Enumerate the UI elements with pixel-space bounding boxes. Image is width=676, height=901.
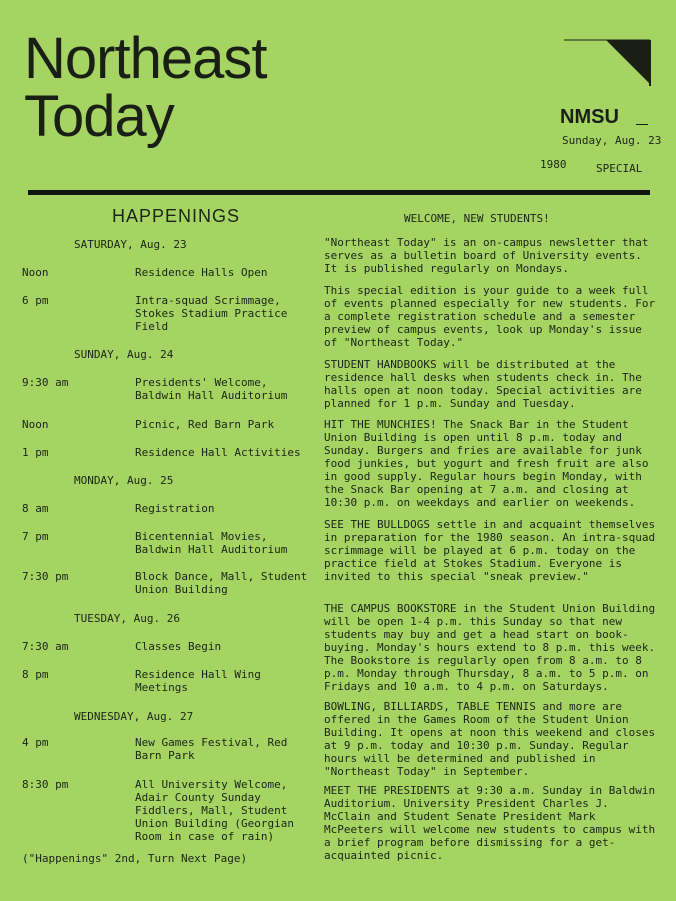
event-desc: Residence Hall Wing Meetings [135, 668, 261, 694]
welcome-paragraph: This special edition is your guide to a week full of events planned especially for new students. For a complete registration schedule and a semester preview of campus events, look up Monday's issue of "Northeast Today." [324, 284, 656, 349]
event-time: 7:30 am [22, 640, 69, 653]
event-desc: Registration [135, 502, 215, 515]
day-label: MONDAY, Aug. 25 [74, 474, 174, 487]
event-desc: Bicentennial Movies, Baldwin Hall Auditorium [135, 530, 288, 556]
event-time: Noon [22, 418, 49, 431]
welcome-paragraph: MEET THE PRESIDENTS at 9:30 a.m. Sunday in Baldwin Auditorium. University President Charles J. McClain and Student Senate President Mark McPeeters will welcome new students to campus with a brief program before dismissing for a get-acquainted picnic. [324, 784, 656, 862]
masthead-title-line1: Northeast [24, 26, 267, 91]
event-desc: All University Welcome, Adair County Sunday Fiddlers, Mall, Student Union Building (Georgian Room in case of rain) [135, 778, 294, 843]
event-time: 6 pm [22, 294, 49, 307]
welcome-paragraph: STUDENT HANDBOOKS will be distributed at the residence hall desks when students check in. The halls open at noon today. Special activities are planned for 1 p.m. Sunday and Tuesday. [324, 358, 642, 410]
event-time: 9:30 am [22, 376, 69, 389]
event-time: 8:30 pm [22, 778, 69, 791]
event-time: 1 pm [22, 446, 49, 459]
org-rule [636, 124, 648, 125]
welcome-paragraph: THE CAMPUS BOOKSTORE in the Student Union Building will be open 1-4 p.m. this Sunday so that new students may buy and get a head start on book-buying. Monday's hours extend to 8 p.m. this week. The Bookstore is regularly open from 8 a.m. to 8 p.m. Monday through Thursday, 8 a.m. to 5 p.m. on Fridays and 10 a.m. to 4 p.m. on Saturdays. [324, 602, 656, 693]
masthead-title-line2: Today [24, 84, 174, 149]
welcome-paragraph: HIT THE MUNCHIES! The Snack Bar in the Student Union Building is open until 8 p.m. today and Sunday. Burgers and fries are available for junk food junkies, but yogurt and fresh fruit are also in good supply. Regular hours begin Monday, with the Snack Bar opening at 7 a.m. and closing at 10:30 p.m. on weekdays and earlier on weekends. [324, 418, 649, 509]
masthead-rule [28, 190, 650, 195]
day-label: SUNDAY, Aug. 24 [74, 348, 174, 361]
event-time: Noon [22, 266, 49, 279]
welcome-heading: WELCOME, NEW STUDENTS! [404, 212, 550, 225]
event-desc: New Games Festival, Red Barn Park [135, 736, 288, 762]
issue-date: Sunday, Aug. 23 [562, 134, 662, 147]
event-time: 7 pm [22, 530, 49, 543]
day-label: WEDNESDAY, Aug. 27 [74, 710, 194, 723]
org-name: NMSU [560, 106, 619, 128]
event-time: 4 pm [22, 736, 49, 749]
event-desc: Residence Halls Open [135, 266, 268, 279]
event-time: 8 pm [22, 668, 49, 681]
event-desc: Intra-squad Scrimmage, Stokes Stadium Practice Field [135, 294, 288, 333]
corner-triangle-logo-icon [562, 38, 652, 88]
event-desc: Classes Begin [135, 640, 222, 653]
welcome-paragraph: BOWLING, BILLIARDS, TABLE TENNIS and more are offered in the Games Room of the Student Union Building. It opens at noon this weekend and closes at 9 p.m. today and 10:30 p.m. Sunday. Regular hours will be determined and published in "Northeast Today" in September. [324, 700, 656, 778]
day-label: SATURDAY, Aug. 23 [74, 238, 187, 251]
event-desc: Block Dance, Mall, Student Union Building [135, 570, 308, 596]
day-label: TUESDAY, Aug. 26 [74, 612, 180, 625]
event-time: 7:30 pm [22, 570, 69, 583]
masthead-title [24, 26, 267, 149]
welcome-paragraph: "Northeast Today" is an on-campus newsletter that serves as a bulletin board of University events. It is published regularly on Mondays. [324, 236, 649, 275]
event-desc: Residence Hall Activities [135, 446, 301, 459]
issue-year: 1980 [540, 158, 567, 171]
event-desc: Picnic, Red Barn Park [135, 418, 275, 431]
continued-note: ("Happenings" 2nd, Turn Next Page) [22, 852, 248, 865]
event-desc: Presidents' Welcome, Baldwin Hall Auditorium [135, 376, 288, 402]
edition-label: SPECIAL [596, 162, 643, 175]
event-time: 8 am [22, 502, 49, 515]
happenings-heading: HAPPENINGS [112, 206, 241, 226]
welcome-paragraph: SEE THE BULLDOGS settle in and acquaint themselves in preparation for the 1980 season. An intra-squad scrimmage will be played at 6 p.m. today on the practice field at Stokes Stadium. Everyone is invited to this special "sneak preview." [324, 518, 656, 583]
